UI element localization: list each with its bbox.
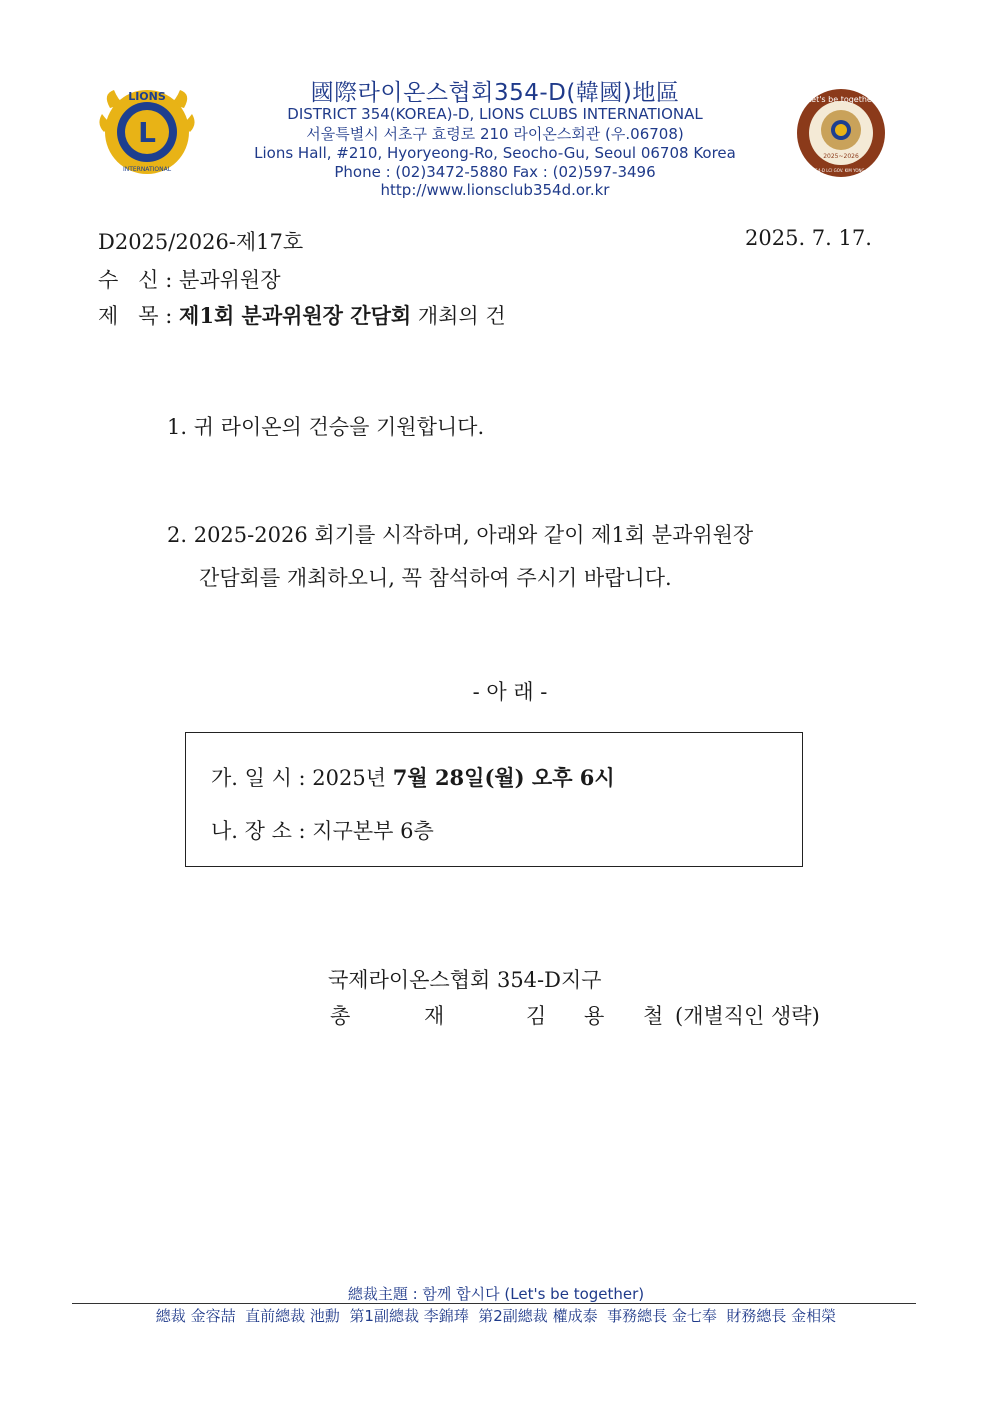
signature-note: (개별직인 생략): [675, 1004, 820, 1028]
details-time-value: 7월 28일(월) 오후 6시: [392, 765, 615, 790]
signature-role-2: 재: [424, 1004, 445, 1028]
seal-bottom-text: DIST 354-D LCI GOV. KIM YONG-CHEOL: [802, 168, 880, 173]
footer-theme: 總裁主題 : 함께 합시다 (Let's be together): [347, 1285, 645, 1303]
details-place-row: 나. 장 소 : 지구본부 6층: [211, 819, 434, 843]
lions-logo-bottom-text: INTERNATIONAL: [122, 166, 172, 173]
paragraph-1: 1. 귀 라이온의 건승을 기원합니다.: [167, 415, 485, 439]
header-address-korean: 서울특별시 서초구 효령로 210 라이온스회관 (우.06708): [306, 125, 684, 143]
subject-bold: 제1회 분과위원장 간담회: [179, 303, 412, 328]
signature-name-3: 철: [643, 1004, 664, 1028]
subject-label: 제 목 :: [98, 304, 173, 328]
details-box: [185, 732, 803, 867]
signature-role-1: 총: [330, 1004, 351, 1028]
recipient-value: 분과위원장: [179, 268, 281, 292]
seal-years: 2025~2026: [823, 153, 859, 160]
subject-rest: 개최의 건: [417, 304, 506, 328]
signature-name-2: 용: [584, 1004, 605, 1028]
header-address-english: Lions Hall, #210, Hyoryeong-Ro, Seocho-Gu, Seoul 06708 Korea: [254, 144, 736, 162]
header-phone-fax: Phone : (02)3472-5880 Fax : (02)597-3496: [334, 163, 656, 181]
paragraph-2-line-2: 간담회를 개최하오니, 꼭 참석하여 주시기 바랍니다.: [199, 566, 672, 590]
document-number: D2025/2026-제17호: [98, 230, 304, 254]
subject-row: [98, 300, 506, 330]
footer-officers: 總裁 金容喆 直前總裁 池勳 第1副總裁 李錦琫 第2副總裁 權成泰 事務總長 金七奉 財務總長 金相榮: [155, 1307, 837, 1325]
header-title: 國際라이온스협회354-D(韓國)地區: [310, 80, 680, 106]
document-date: 2025. 7. 17.: [745, 226, 872, 250]
lions-logo-letter: L: [138, 116, 156, 149]
below-heading: - 아 래 -: [472, 680, 548, 704]
signature-org: 국제라이온스협회 354-D지구: [328, 968, 602, 992]
details-time-label: 가. 일 시 : 2025년: [211, 766, 387, 790]
seal-top-text: Let's be together: [806, 95, 876, 104]
footer-divider: [72, 1303, 916, 1304]
signature-name-1: 김: [526, 1004, 547, 1028]
header-district-line: DISTRICT 354(KOREA)-D, LIONS CLUBS INTERNATIONAL: [287, 105, 703, 123]
header-website-link[interactable]: http://www.lionsclub354d.or.kr: [380, 181, 610, 199]
paragraph-2-line-1: 2. 2025-2026 회기를 시작하며, 아래와 같이 제1회 분과위원장: [167, 523, 754, 547]
recipient-label: 수 신 :: [98, 268, 173, 292]
details-time-row: [211, 762, 615, 792]
lions-logo-top-text: LIONS: [128, 90, 166, 103]
recipient-row: [98, 264, 280, 294]
